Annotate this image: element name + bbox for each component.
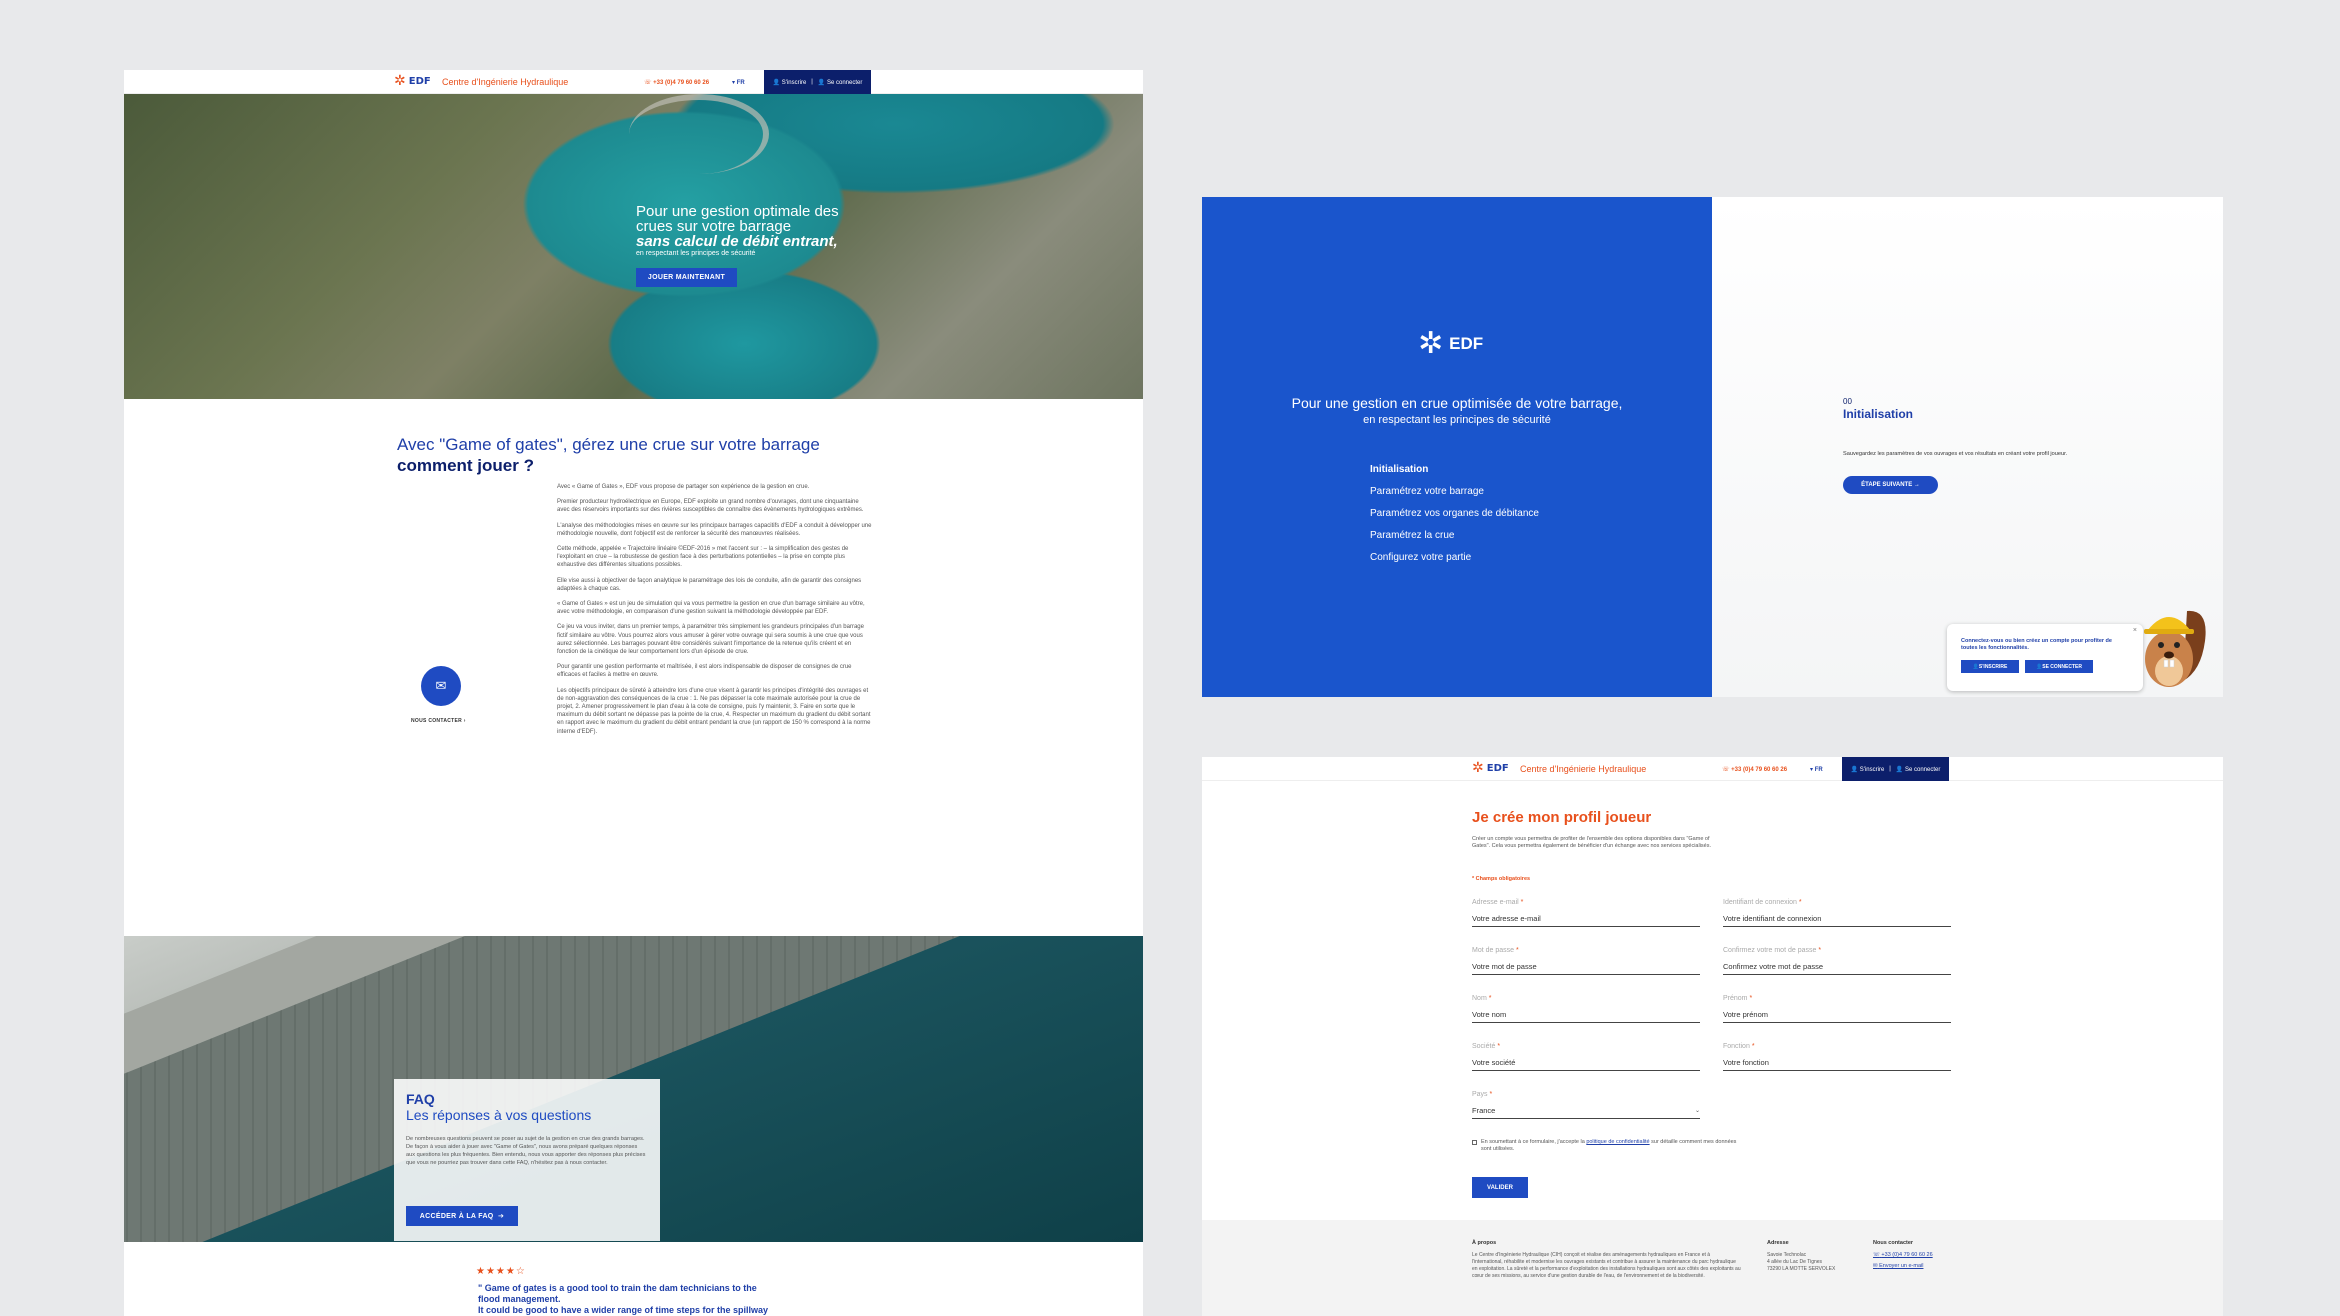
popup-text: Connectez-vous ou bien créez un compte pour profiter de toutes les fonctionnalités. <box>1961 638 2112 651</box>
edf-logo[interactable]: ✲ EDF <box>394 73 431 89</box>
footer-address-title: Adresse <box>1767 1240 1789 1246</box>
language-select[interactable]: ▾ FR <box>732 80 745 86</box>
faq-card <box>394 1079 660 1241</box>
edf-flower-icon: ✲ <box>1418 327 1444 360</box>
site-name[interactable]: Centre d'Ingénierie Hydraulique <box>1520 764 1647 774</box>
edf-flower-icon: ✲ <box>394 73 406 89</box>
submit-button[interactable]: VALIDER <box>1472 1177 1528 1198</box>
contact-button[interactable] <box>421 666 461 706</box>
phone-link[interactable]: ☏ +33 (0)4 79 60 60 26 <box>644 80 710 86</box>
language-select[interactable]: ▾ FR <box>1810 767 1823 773</box>
step-crue[interactable]: Paramétrez la crue <box>1370 530 1455 541</box>
site-name[interactable]: Centre d'Ingénierie Hydraulique <box>442 77 569 87</box>
hero-banner <box>124 94 1143 399</box>
beaver-mascot-icon <box>2139 601 2209 693</box>
landing-page <box>124 70 1143 1316</box>
hero-subtitle: en respectant les principes de sécurité <box>636 250 756 257</box>
register-page <box>1202 757 2223 1316</box>
form-intro: Créer un compte vous permettra de profiter de l'ensemble des options disponibles dans "Game of Gates". Cela vous permettra également de bénéficier d'un échange avec nos services spécialisés. <box>1472 836 1712 849</box>
faq-title: FAQ <box>406 1091 435 1107</box>
wizard-sidebar <box>1202 197 1712 697</box>
wizard-title: Pour une gestion en crue optimisée de votre barrage, <box>1291 395 1623 411</box>
auth-bar <box>1842 757 1949 781</box>
top-nav <box>1202 757 2223 781</box>
footer-address: Savoie Technolac 4 allée du Lac De Tignes 73290 LA MOTTE SERVOLEX <box>1767 1252 1836 1272</box>
arrow-right-icon: ➔ <box>498 1213 505 1220</box>
lastname-field[interactable]: Nom * Votre nom <box>1472 995 1700 1025</box>
play-now-button[interactable]: JOUER MAINTENANT <box>636 268 737 287</box>
step-partie[interactable]: Configurez votre partie <box>1370 552 1472 563</box>
login-link[interactable]: 👤 Se connecter <box>1895 766 1941 773</box>
faq-subtitle: Les réponses à vos questions <box>406 1107 592 1123</box>
testimonial-quote: " Game of gates is a good tool to train the dam technicians to the flood management. It could be good to have a wider range of time steps for the spillway <box>478 1283 769 1315</box>
rating-stars: ★★★★☆ <box>476 1266 526 1277</box>
step-initialisation[interactable]: Initialisation <box>1370 464 1429 475</box>
faq-text: De nombreuses questions peuvent se poser au sujet de la gestion en crue des grands barrages. De façon à vous aider à jouer avec "Game of Gates", nous avons préparé quelques réponses aux questions les plus fréquentes. Bien entendu, nous vous apporter des réponses plus précises que vous ne pourriez pas trouver dans cette FAQ, n'hésitez pas à nous contacter. <box>406 1136 646 1166</box>
wizard-page <box>1202 197 2223 697</box>
step-barrage[interactable]: Paramétrez votre barrage <box>1370 486 1484 497</box>
step-description: Sauvegardez les paramètres de vos ouvrages et vos résultats en créant votre profil joueur. <box>1843 451 2068 457</box>
chevron-right-icon: › <box>463 718 466 724</box>
mail-icon: ✉ <box>435 678 447 693</box>
contact-label[interactable]: NOUS CONTACTER › <box>411 718 466 724</box>
edf-flower-icon: ✲ <box>1472 760 1484 776</box>
next-step-button[interactable]: ÉTAPE SUIVANTE → <box>1843 476 1938 494</box>
login-id-field[interactable]: Identifiant de connexion * Votre identifiant de connexion <box>1723 899 1951 929</box>
email-field[interactable]: Adresse e-mail * Votre adresse e-mail <box>1472 899 1700 929</box>
dam-crest-image <box>629 94 769 174</box>
password-field[interactable]: Mot de passe * Votre mot de passe <box>1472 947 1700 977</box>
hero-title: Pour une gestion optimale des crues sur votre barrage sans calcul de débit entrant, <box>636 203 839 250</box>
faq-button[interactable]: ACCÉDER À LA FAQ ➔ <box>406 1206 518 1226</box>
login-link[interactable]: 👤 Se connecter <box>817 79 863 86</box>
form-title: Je crée mon profil joueur <box>1472 809 1652 826</box>
edf-logo-large: ✲ EDF <box>1418 327 1484 360</box>
auth-divider: | <box>1889 766 1891 772</box>
country-select[interactable]: Pays * France ⌄ <box>1472 1091 1700 1121</box>
password-confirm-field[interactable]: Confirmez votre mot de passe * Confirmez votre mot de passe <box>1723 947 1951 977</box>
popup-login-button[interactable]: 👤 SE CONNECTER <box>2025 660 2093 673</box>
footer-about-title: À propos <box>1472 1240 1497 1246</box>
privacy-policy-link[interactable]: politique de confidentialité <box>1586 1139 1650 1145</box>
step-title: Initialisation <box>1843 407 1914 421</box>
consent-checkbox[interactable] <box>1472 1140 1477 1145</box>
top-nav <box>124 70 1143 94</box>
firstname-field[interactable]: Prénom * Votre prénom <box>1723 995 1951 1025</box>
required-note: * Champs obligatoires <box>1472 876 1531 882</box>
login-popup <box>1947 624 2143 691</box>
edf-logo[interactable]: ✲ EDF <box>1472 760 1509 776</box>
mail-icon: ✉ <box>1873 1263 1878 1269</box>
auth-divider: | <box>811 79 813 85</box>
footer <box>1202 1220 2223 1316</box>
consent-checkbox-row[interactable]: En soumettant à ce formulaire, j'accepte la politique de confidentialité sur détaille comment mes données sont utilisées. <box>1472 1139 1742 1153</box>
chevron-down-icon: ⌄ <box>1694 1108 1700 1114</box>
phone-link[interactable]: ☏ +33 (0)4 79 60 60 26 <box>1722 767 1788 773</box>
footer-about-text: Le Centre d'Ingénierie Hydraulique (CIH) conçoit et réalise des aménagements hydrauliques en France et à l'international, réhabilite et modernise les ouvrages existants et contribue à assurer la maintenance du parc hydraulique en exploitation. La sûreté et la performance d'exploitation des installations hydrauliques sont aux côtés des exploitants au cœur de ses missions, au service d'une gestion durable de l'eau, de l'environnement et de la biodiversité. <box>1472 1252 1741 1279</box>
footer-phone-link[interactable]: ☏ +33 (0)4 79 60 60 26 <box>1873 1252 1933 1258</box>
section-title: Avec "Game of gates", gérez une crue sur votre barrage comment jouer ? <box>397 435 820 475</box>
phone-icon: ☏ <box>1873 1252 1880 1258</box>
signup-link[interactable]: 👤 S'inscrire <box>772 79 807 86</box>
footer-email-link[interactable]: ✉ Envoyer un e-mail <box>1873 1263 1924 1269</box>
step-number: 00 <box>1843 397 1852 406</box>
auth-bar <box>764 70 871 94</box>
signup-link[interactable]: 👤 S'inscrire <box>1850 766 1885 773</box>
function-field[interactable]: Fonction * Votre fonction <box>1723 1043 1951 1073</box>
wizard-subtitle: en respectant les principes de sécurité <box>1363 414 1551 426</box>
step-organes[interactable]: Paramétrez vos organes de débitance <box>1370 508 1539 519</box>
company-field[interactable]: Société * Votre société <box>1472 1043 1700 1073</box>
popup-signup-button[interactable]: 👤 S'INSCRIRE <box>1961 660 2019 673</box>
section-body: Avec « Game of Gates », EDF vous propose de partager son expérience de la gestion en crue. Premier producteur hydroélectrique en Europe, EDF exploite un grand nombre d'ouvrages, dont une cinquantaine avec des réservoirs importants sur des rivières susceptibles de connaître des évènements hydrologiques extrêmes. L'analyse des méthodologies mises en œuvre sur les principaux barrages capacitifs d'EDF a conduit à développer une méthodologie nouvelle, dont l'objectif est de renforcer la sécurité des manœuvres réalisées. Cette méthode, appelée « Trajectoire linéaire ©EDF-2016 » met l'accent sur : – la simplification des gestes de l'exploitant en crue – la robustesse de gestion face à des perturbations potentielles – la prise en compte plus exhaustive des différentes situations possibles. Elle vise aussi à objectiver de façon analytique le paramétrage des lois de conduite, afin de garantir des consignes adaptées à chaque cas. « Game of Gates » est un jeu de simulation qui va vous permettre la gestion en crue d'un barrage similaire au vôtre, avec votre méthodologie, en comparaison d'une gestion suivant la méthodologie développée par EDF. Ce jeu va vous inviter, dans un premier temps, à paramétrer très simplement les grandeurs principales d'un barrage fictif similaire au vôtre. Vous pourrez alors vous amuser à gérer votre ouvrage qui sera soumis à une crue que vous aurez sélectionnée. Les barrages pouvant être considérés suivant l'importance de la retenue qu'ils créent et en fonction de la cinétique de leur comportement lors d'un épisode de crue. Pour garantir une gestion performante et maîtrisée, il est alors indispensable de disposer de consignes de crue efficaces et faciles à mettre en œuvre. Les objectifs principaux de sûreté à atteindre lors d'une crue visent à garantir les principes d'intégrité des ouvrages et de non-aggravation des conséquences de la crue : 1. Ne pas dépasser la cote maximale autorisée pour la crue de projet, 2. Amener progressivement le plan d'eau à la cote de consigne, puis l'y maintenir, 3. Faire en sorte que le maximum du débit sortant ne dépasse pas la pointe de la crue, 4. Respecter un maximum du gradient du débit sortant en rapport avec le maximum du gradient du débit entrant pendant la crue (un rapport de 150 % correspond à la norme interne d'EDF). <box>557 484 872 735</box>
footer-contact-title: Nous contacter <box>1873 1240 1914 1246</box>
close-icon[interactable]: × <box>2132 627 2137 634</box>
